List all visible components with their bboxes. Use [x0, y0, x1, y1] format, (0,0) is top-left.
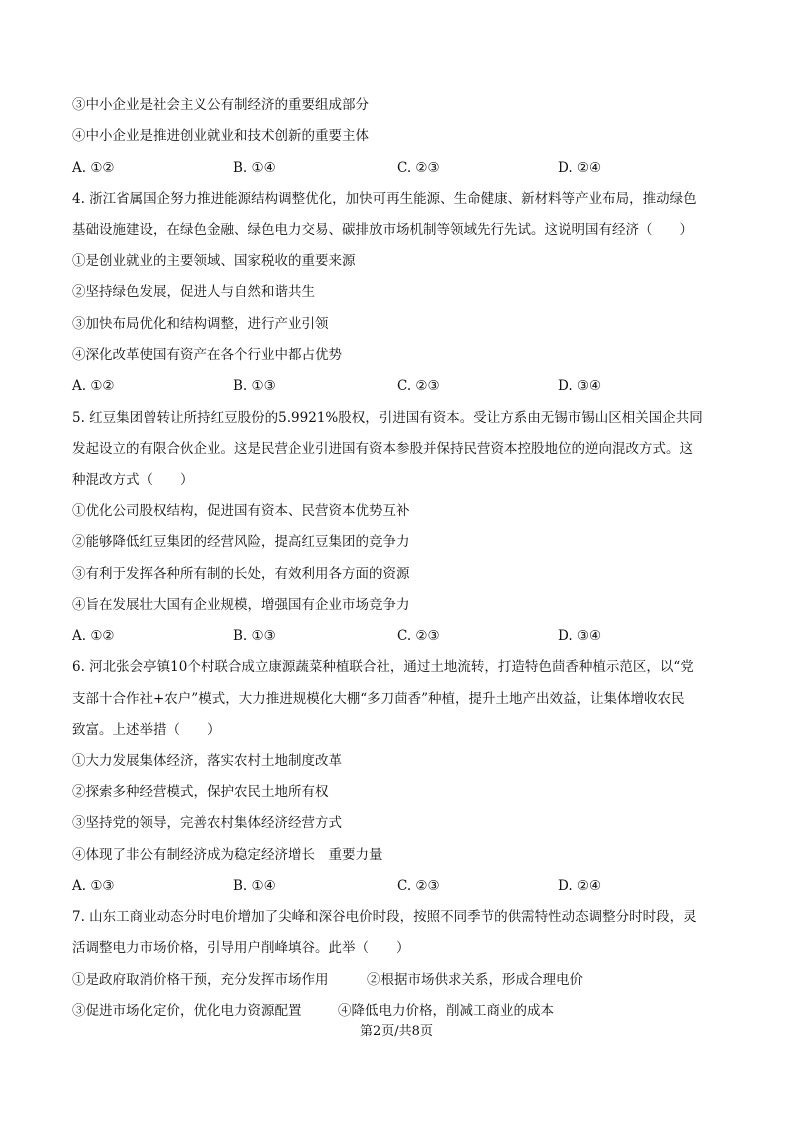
q4-item-1: ①是创业就业的主要领域、国家税收的重要来源 [72, 253, 356, 269]
q5-stem-line: 种混改方式（ ） [72, 472, 194, 488]
q3-item-4: ④中小企业是推进创业就业和技术创新的重要主体 [72, 128, 369, 144]
q3-option-d[interactable]: D. ②④ [558, 160, 602, 176]
q5-item-1: ①优化公司股权结构，促进国有资本、民营资本优势互补 [72, 503, 410, 519]
q6-option-b[interactable]: B. ①④ [233, 878, 276, 894]
page-number-footer: 第2页/共8页 [360, 1024, 433, 1039]
q6-stem-line: 致富。上述举措（ ） [72, 722, 221, 738]
q4-item-3: ③加快布局优化和结构调整，进行产业引领 [72, 316, 329, 332]
q6-item-2: ②探索多种经营模式，保护农民土地所有权 [72, 784, 329, 800]
q5-stem-line: 发起设立的有限合伙企业。这是民营企业引进国有资本参股并保持民营资本控股地位的逆向混改方式。这 [72, 441, 693, 457]
q4-stem-line: 基础设施建设，在绿色金融、绿色电力交易、碳排放市场机制等领域先行先试。这说明国有经济（ ） [72, 222, 693, 238]
q3-item-3: ③中小企业是社会主义公有制经济的重要组成部分 [72, 97, 369, 113]
q6-option-a[interactable]: A. ①③ [72, 878, 115, 894]
q6-stem-line: 支部十合作社+农户”模式，大力推进规模化大棚“多刀茴香”种植，提升土地产出效益，让集体增收农民 [72, 691, 685, 707]
q4-option-a[interactable]: A. ①② [72, 378, 115, 394]
q5-stem-line: 5. 红豆集团曾转让所持红豆股份的5.9921%股权，引进国有资本。受让方系由无锡市锡山区相关国企共同 [72, 410, 703, 426]
q6-item-3: ③坚持党的领导，完善农村集体经济经营方式 [72, 815, 342, 831]
q7-stem-line: 7. 山东工商业动态分时电价增加了尖峰和深谷电价时段，按照不同季节的供需特性动态调整分时时段，灵 [72, 909, 697, 925]
q4-option-c[interactable]: C. ②③ [397, 378, 440, 394]
q6-item-4: ④体现了非公有制经济成为稳定经济增长 重要力量 [72, 847, 383, 863]
q4-item-2: ②坚持绿色发展，促进人与自然和谐共生 [72, 284, 315, 300]
q3-option-c[interactable]: C. ②③ [397, 160, 440, 176]
q4-option-d[interactable]: D. ③④ [558, 378, 602, 394]
q5-option-c[interactable]: C. ②③ [397, 628, 440, 644]
q6-stem-line: 6. 河北张会亭镇10个村联合成立康源蔬菜种植联合社，通过土地流转，打造特色茴香种植示范区，以“党 [72, 659, 694, 675]
q6-option-d[interactable]: D. ②④ [558, 878, 602, 894]
q5-item-2: ②能够降低红豆集团的经营风险，提高红豆集团的竞争力 [72, 534, 410, 550]
q4-option-b[interactable]: B. ①③ [233, 378, 276, 394]
q7-item-2: ②根据市场供求关系，形成合理电价 [367, 972, 583, 988]
q4-item-4: ④深化改革使国有资产在各个行业中都占优势 [72, 347, 342, 363]
q5-option-d[interactable]: D. ③④ [558, 628, 602, 644]
q7-item-3: ③促进市场化定价，优化电力资源配置 [72, 1003, 302, 1019]
q7-stem-line: 活调整电力市场价格，引导用户削峰填谷。此举（ ） [72, 940, 410, 956]
q7-item-4: ④降低电力价格，削减工商业的成本 [338, 1003, 554, 1019]
q7-item-1: ①是政府取消价格干预，充分发挥市场作用 [72, 972, 329, 988]
q3-option-b[interactable]: B. ①④ [233, 160, 276, 176]
q5-item-4: ④旨在发展壮大国有企业规模，增强国有企业市场竞争力 [72, 597, 410, 613]
q5-item-3: ③有利于发挥各种所有制的长处，有效利用各方面的资源 [72, 566, 410, 582]
q6-option-c[interactable]: C. ②③ [397, 878, 440, 894]
q5-option-b[interactable]: B. ①③ [233, 628, 276, 644]
q6-item-1: ①大力发展集体经济，落实农村土地制度改革 [72, 753, 342, 769]
q5-option-a[interactable]: A. ①② [72, 628, 115, 644]
q3-option-a[interactable]: A. ①② [72, 160, 115, 176]
q4-stem-line: 4. 浙江省属国企努力推进能源结构调整优化，加快可再生能源、生命健康、新材料等产业布局，推动绿色 [72, 191, 697, 207]
